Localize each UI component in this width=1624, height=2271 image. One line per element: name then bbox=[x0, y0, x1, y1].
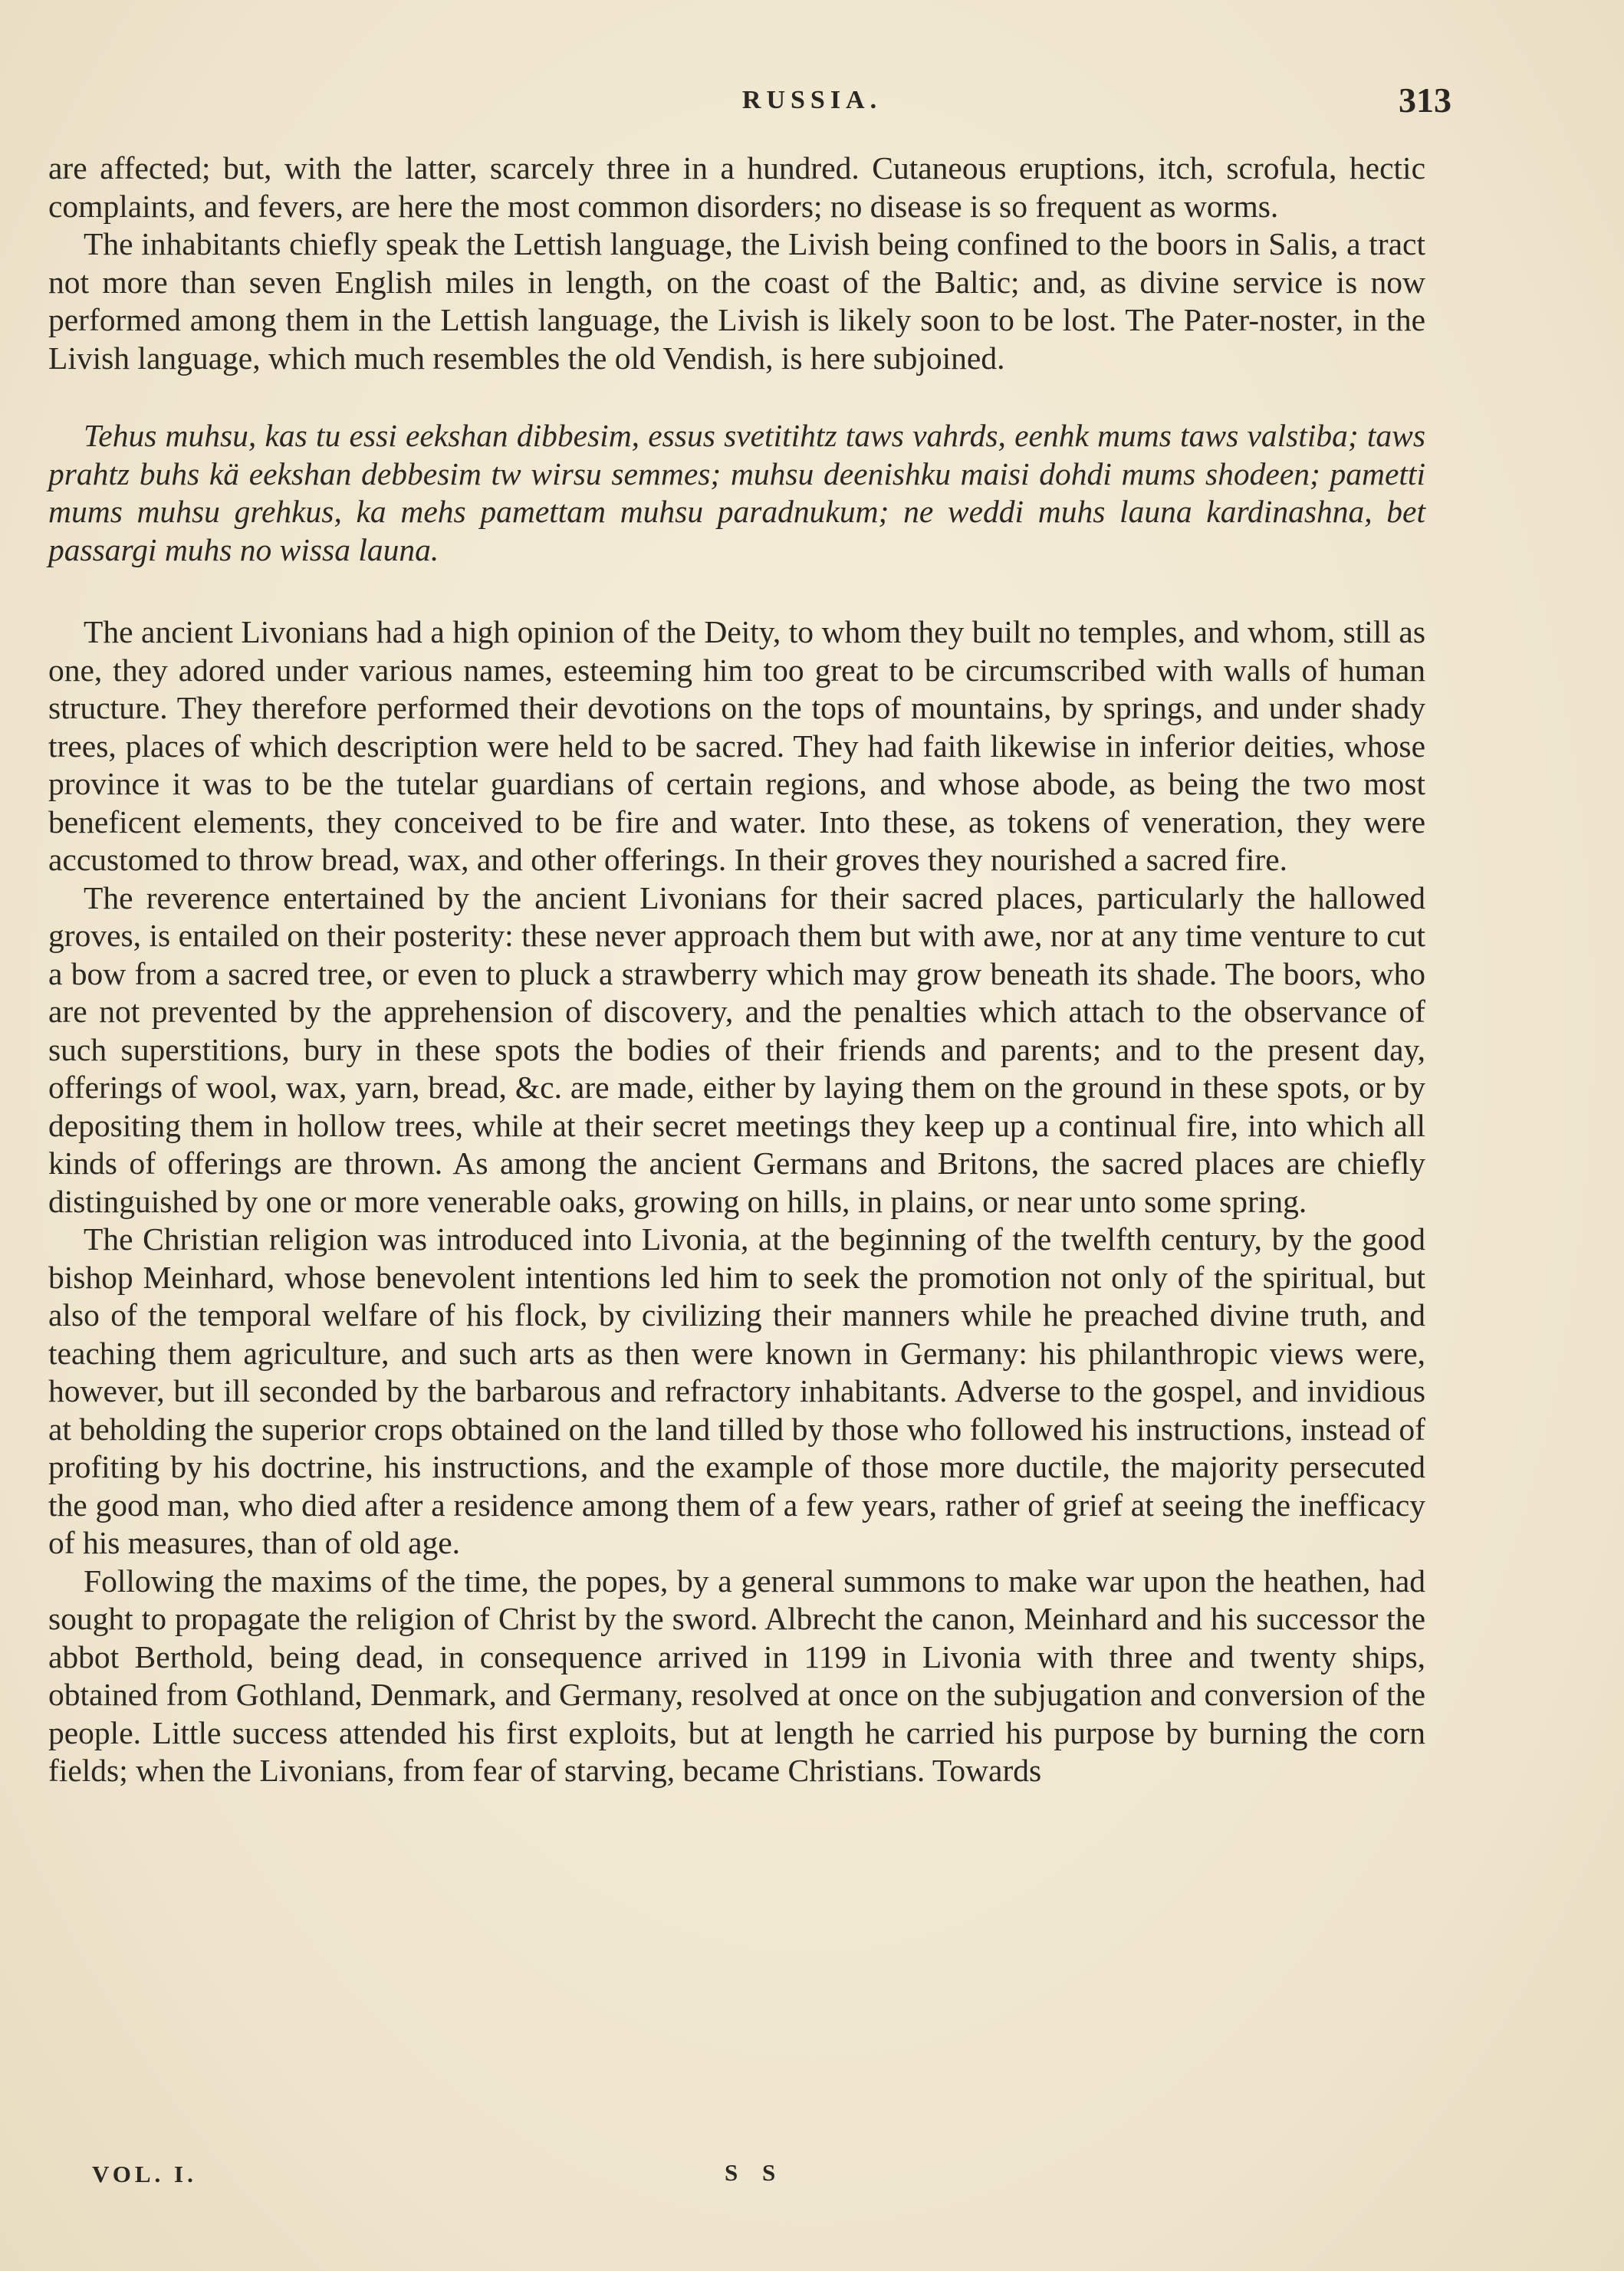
paragraph-continuation: are affected; but, with the latter, scarcely three in a hundred. Cutaneous eruptions, itch, scrofula, hectic complaints, and fevers, are here the most common disorders; no disease is so frequent as worms. bbox=[48, 150, 1425, 224]
body-text bbox=[48, 150, 1425, 1790]
paragraph-pater-noster: Tehus muhsu, kas tu essi eekshan dibbesim, essus svetitihtz taws vahrds, eenhk mums taws valstiba; taws prahtz buhs kä eekshan debbesim tw wirsu semmes; muhsu deenishku maisi dohdi mums shodeen; pametti mums muhsu grehkus, ka mehs pamettam muhsu paradnukum; ne weddi muhs launa kardinashna, bet passargi muhs no wissa launa. bbox=[48, 418, 1425, 567]
paragraph-sacred-places: The reverence entertained by the ancient Livonians for their sacred places, particularly the hallowed groves, is entailed on their posterity: these never approach them but with awe, nor at any time venture to cut a bow from a sacred tree, or even to pluck a strawberry which may grow beneath its shade. The boors, who are not prevented by the apprehension of discovery, and the penalties which attach to the observance of such superstitions, bury in these spots the bodies of their friends and parents; and to the present day, offerings of wool, wax, yarn, bread, &c. are made, either by laying them on the ground in these spots, or by depositing them in hollow trees, while at their secret meetings they keep up a continual fire, into which all kinds of offerings are thrown. As among the ancient Germans and Britons, the sacred places are chiefly distinguished by one or more venerable oaks, growing on hills, in plains, or near unto some spring. bbox=[48, 879, 1425, 1219]
paragraph-christian-religion: The Christian religion was introduced into Livonia, at the beginning of the twelfth century, by the good bishop Meinhard, whose benevolent intentions led him to seek the promotion not only of the spiritual, but also of the temporal welfare of his flock, by civilizing their manners while he preached divine truth, and teaching them agriculture, and such arts as then were known in Germany: his philanthropic views were, however, but ill seconded by the barbarous and refractory inhabitants. Adverse to the gospel, and invidious at beholding the superior crops obtained on the land tilled by those who followed his instructions, instead of profiting by his doctrine, his instructions, and the example of those more ductile, the majority persecuted the good man, who died after a residence among them of a few years, rather of grief at seeing the inefficacy of his measures, than of old age. bbox=[48, 1221, 1425, 1560]
paragraph-language: The inhabitants chiefly speak the Lettish language, the Livish being confined to the boors in Salis, a tract not more than seven English miles in length, on the coast of the Baltic; and, as divine service is now performed among them in the Lettish language, the Livish is likely soon to be lost. The Pater-noster, in the Livish language, which much resembles the old Vendish, is here subjoined. bbox=[48, 226, 1425, 376]
volume-label: VOL. I. bbox=[92, 2161, 197, 2187]
paragraph-popes: Following the maxims of the time, the popes, by a general summons to make war upon the heathen, had sought to propagate the religion of Christ by the sword. Albrecht the canon, Meinhard and his successor the abbot Berthold, being dead, in consequence arrived in 1199 in Livonia with three and twenty ships, obtained from Gothland, Denmark, and Germany, resolved at once on the subjugation and conversion of the people. Little success attended his first exploits, but at length he carried his purpose by burning the corn fields; when the Livonians, from fear of starving, became Christians. Towards bbox=[48, 1563, 1425, 1788]
signature-mark: S S bbox=[725, 2159, 785, 2186]
running-title: RUSSIA. bbox=[741, 86, 883, 114]
page-number: 313 bbox=[1399, 81, 1451, 120]
paragraph-deity: The ancient Livonians had a high opinion of the Deity, to whom they built no temples, and whom, still as one, they adored under various names, esteeming him too great to be circumscribed with walls of human structure. They therefore performed their devotions on the tops of mountains, by springs, and under shady trees, places of which description were held to be sacred. They had faith likewise in inferior deities, whose province it was to be the tutelar guardians of certain regions, and whose abode, as being the two most beneficent elements, they conceived to be fire and water. Into these, as tokens of veneration, they were accustomed to throw bread, wax, and other offerings. In their groves they nourished a sacred fire. bbox=[48, 614, 1425, 877]
